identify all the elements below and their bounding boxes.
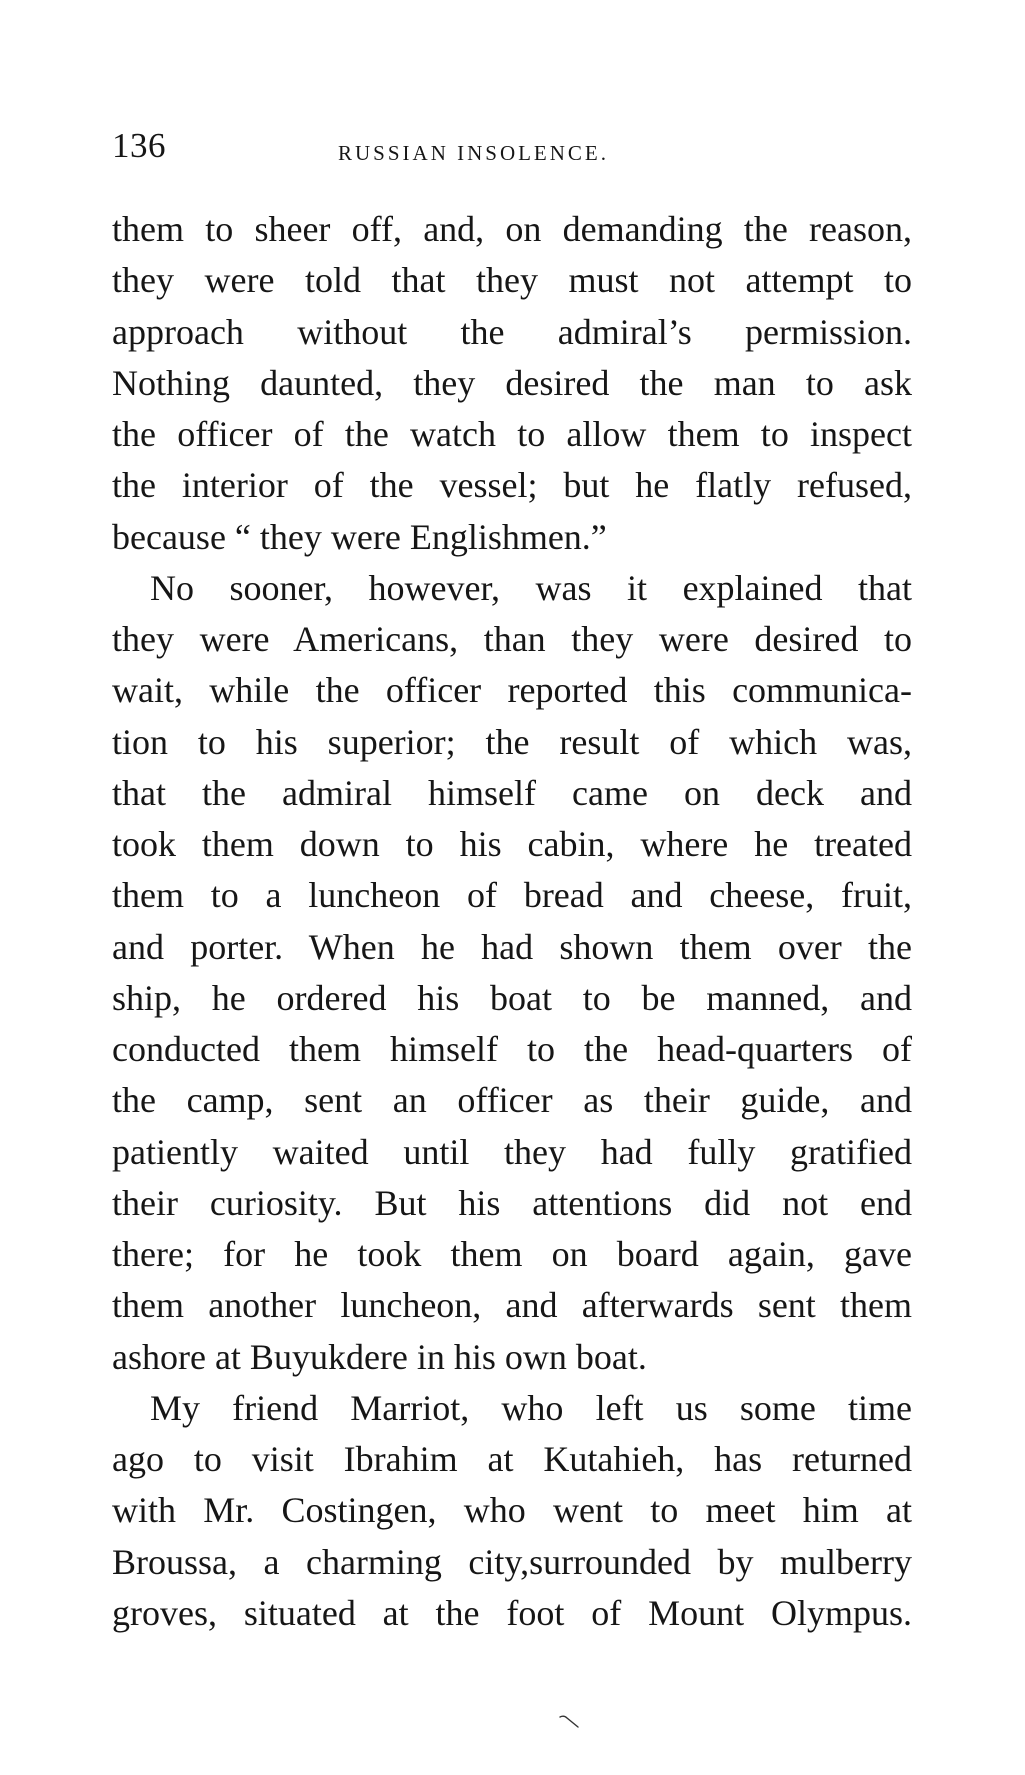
text-line: their curiosity. But his attentions did not end: [112, 1182, 912, 1223]
text-line: approach without the admiral’s permission.: [112, 311, 912, 352]
text-line: them another luncheon, and afterwards sent them: [112, 1285, 912, 1326]
text-line: Broussa, a charming city,surrounded by mulberry: [112, 1541, 912, 1582]
text-line: because “ they were Englishmen.”: [112, 516, 607, 557]
body-text: [112, 204, 912, 1639]
text-line: No sooner, however, was it explained that: [150, 567, 912, 608]
text-line: patiently waited until they had fully gratified: [112, 1131, 912, 1172]
text-line: the interior of the vessel; but he flatly refused,: [112, 465, 912, 506]
text-line: wait, while the officer reported this communica-: [112, 670, 912, 711]
text-line: they were told that they must not attempt to: [112, 260, 912, 301]
text-line: conducted them himself to the head-quarters of: [112, 1029, 912, 1069]
text-line: them to a luncheon of bread and cheese, fruit,: [112, 875, 912, 916]
text-line: groves, situated at the foot of Mount Olympus.: [112, 1592, 912, 1633]
text-line: there; for he took them on board again, gave: [112, 1234, 912, 1274]
text-line: the camp, sent an officer as their guide, and: [112, 1080, 912, 1121]
text-line: Nothing daunted, they desired the man to ask: [112, 362, 912, 403]
running-head-title: RUSSIAN INSOLENCE.: [338, 141, 610, 165]
text-line: took them down to his cabin, where he treated: [112, 824, 912, 864]
text-line: the officer of the watch to allow them to inspect: [112, 414, 912, 454]
text-line: with Mr. Costingen, who went to meet him at: [112, 1490, 912, 1531]
text-line: ship, he ordered his boat to be manned, and: [112, 977, 912, 1018]
printer-mark-icon: [558, 1713, 584, 1729]
page-number: 136: [112, 126, 166, 165]
text-line: ashore at Buyukdere in his own boat.: [112, 1336, 647, 1377]
text-line: and porter. When he had shown them over the: [112, 926, 912, 967]
text-line: them to sheer off, and, on demanding the reason,: [112, 209, 912, 249]
text-line: tion to his superior; the result of which was,: [112, 721, 912, 762]
text-line: My friend Marriot, who left us some time: [150, 1387, 912, 1428]
text-line: they were Americans, than they were desired to: [112, 619, 912, 659]
text-line: that the admiral himself came on deck and: [112, 772, 912, 813]
text-line: ago to visit Ibrahim at Kutahieh, has returned: [112, 1439, 912, 1479]
